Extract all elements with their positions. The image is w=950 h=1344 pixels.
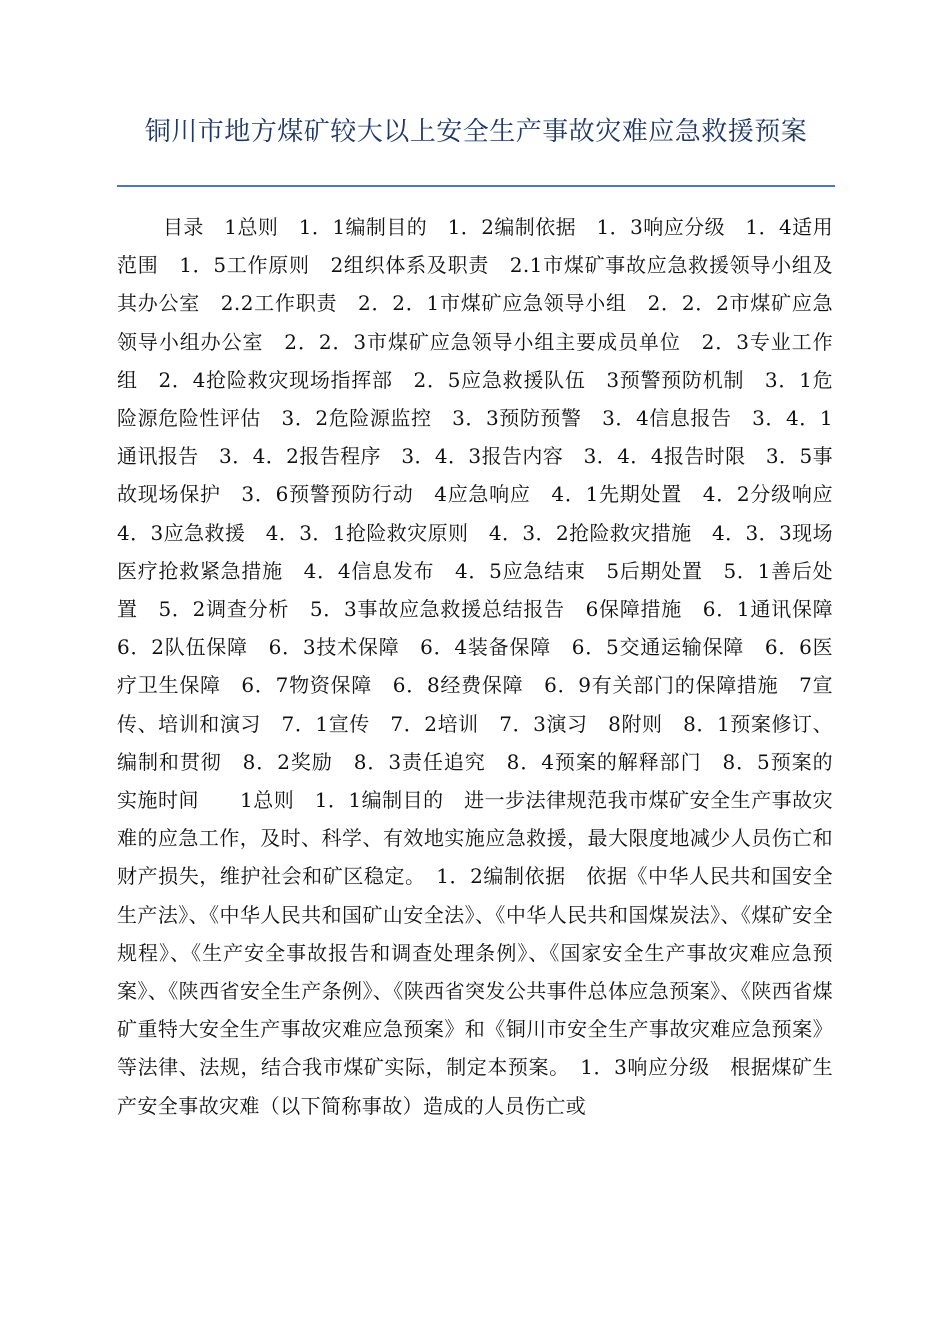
document-body-text: 目录 1总则 1．1编制目的 1．2编制依据 1．3响应分级 1．4适用范围 1．5工作原则 2组织体系及职责 2.1市煤矿事故应急救援领导小组及其办公室 2.2工作职责 2．2．1市煤矿应急领导小组 2．2．2市煤矿应急领导小组办公室 2．2．3市煤矿应急领导小组主要成员单位 2．3专业工作组 2．4抢险救灾现场指挥部 2．5应急救援队伍 3预警预防机制 3．1危险源危险性评估 3．2危险源监控 3．3预防预警 3．4信息报告 3．4．1通讯报告 3．4．2报告程序 3．4．3报告内容 3．4．4报告时限 3．5事故现场保护 3．6预警预防行动 4应急响应 4．1先期处置 4．2分级响应 4．3应急救援 4．3．1抢险救灾原则 4．3．2抢险救灾措施 4．3．3现场医疗抢救紧急措施 4．4信息发布 4．5应急结束 5后期处置 5．1善后处置 5．2调查分析 5．3事故应急救援总结报告 6保障措施 6．1通讯保障 6．2队伍保障 6．3技术保障 6．4装备保障 6．5交通运输保障 6．6医疗卫生保障 6．7物资保障 6．8经费保障 6．9有关部门的保障措施 7宣传、培训和演习 7．1宣传 7．2培训 7．3演习 8附则 8．1预案修订、编制和贯彻 8．2奖励 8．3责任追究 8．4预案的解释部门 8．5预案的实施时间 1总则 1．1编制目的 进一步法律规范我市煤矿安全生产事故灾难的应急工作，及时、科学、有效地实施应急救援，最大限度地减少人员伤亡和财产损失，维护社会和矿区稳定。 1．2编制依据 依据《中华人民共和国安全生产法》、《中华人民共和国矿山安全法》、《中华人民共和国煤炭法》、《煤矿安全规程》、《生产安全事故报告和调查处理条例》、《国家安全生产事故灾难应急预案》、《陕西省安全生产条例》、《陕西省突发公共事件总体应急预案》、《陕西省煤矿重特大安全生产事故灾难应急预案》和《铜川市安全生产事故灾难应急预案》等法律、法规，结合我市煤矿实际，制定本预案。 1．3响应分级 根据煤矿生产安全事故灾难（以下简称事故）造成的人员伤亡或: [117, 215, 854, 1118]
title-underline: [117, 185, 835, 187]
document-title: 铜川市地方煤矿较大以上安全生产事故灾难应急救援预案: [144, 117, 808, 147]
